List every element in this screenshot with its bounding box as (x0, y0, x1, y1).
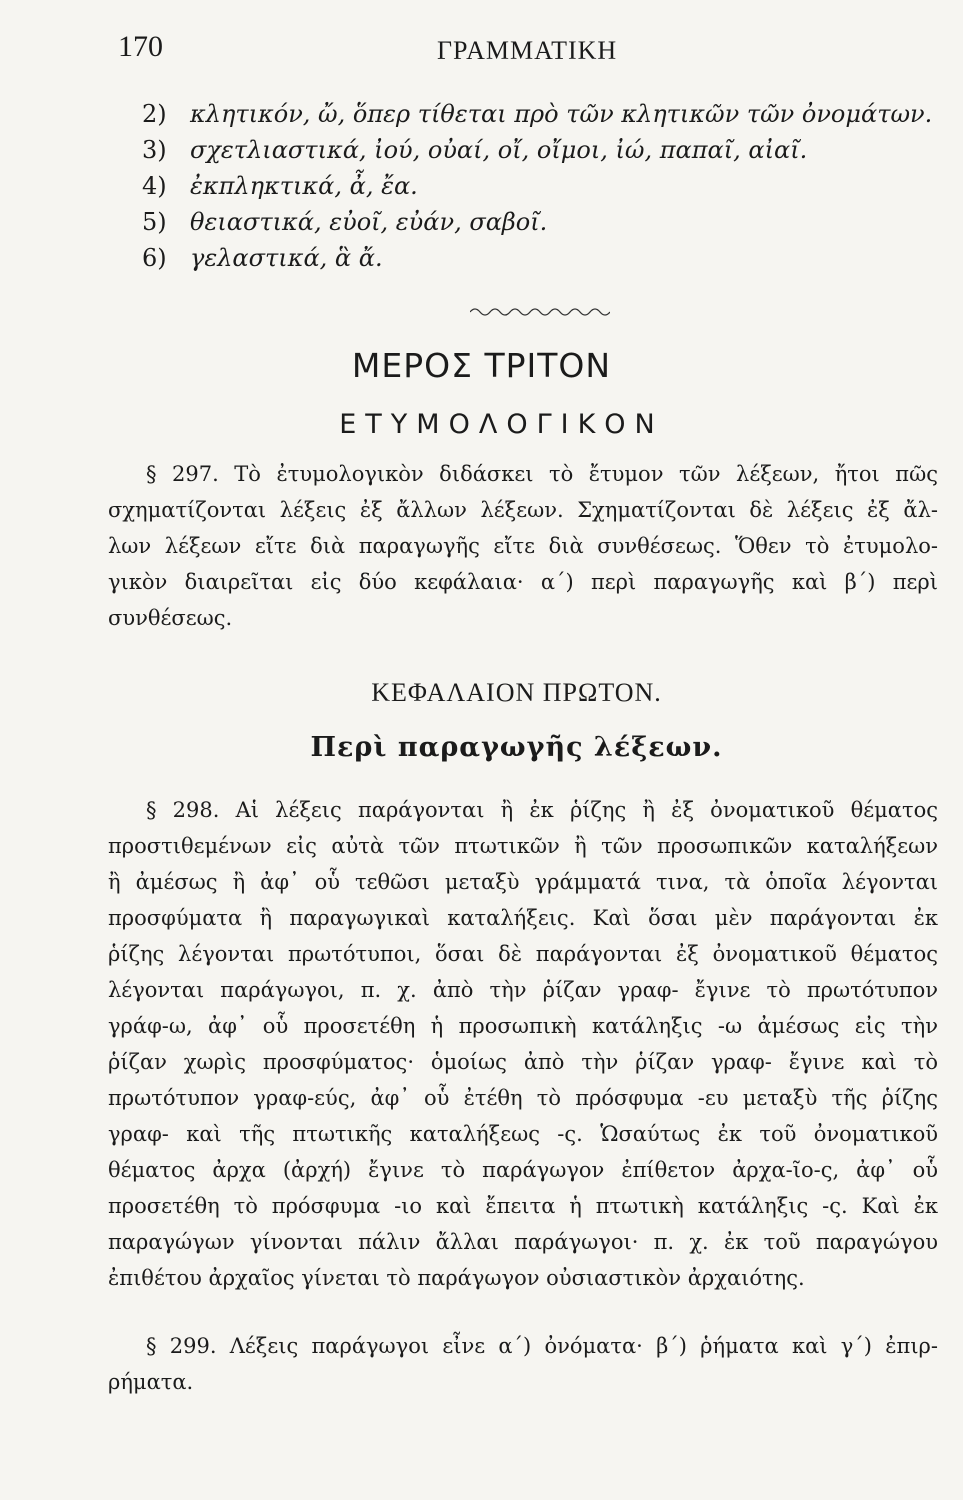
text-line: θέματος ἀρχα (ἀρχή) ἔγινε τὸ παράγωγον ἐπίθετον ἀρχα-ῖο-ς, ἀφ᾽ οὗ (108, 1158, 938, 1182)
page-number: 170 (118, 30, 163, 63)
list-item-text: γελαστικά, ἃ ἄ. (190, 244, 383, 272)
text-line: προσφύματα ἢ παραγωγικαὶ καταλήξεις. Καὶ ὅσαι μὲν παράγονται ἐκ (108, 906, 938, 930)
text-line: σχηματίζονται λέξεις ἐξ ἄλλων λέξεων. Σχηματίζονται δὲ λέξεις ἐξ ἄλ- (108, 498, 938, 522)
wavy-divider (470, 306, 610, 318)
list-item-number: 5) (142, 208, 167, 236)
text-line: ρήματα. (108, 1370, 194, 1394)
text-line: λέγονται παράγωγοι, π. χ. ἀπὸ τὴν ῥίζαν γραφ- ἔγινε τὸ πρωτότυπον (108, 978, 938, 1002)
text-line: γράφ-ω, ἀφ᾽ οὗ προσετέθη ἡ προσωπικὴ κατάληξις -ω ἀμέσως εἰς τὴν (108, 1014, 938, 1038)
list-item (142, 240, 932, 276)
list-item-number: 6) (142, 244, 167, 272)
chapter-title: ΚΕΦΑΛΑΙΟΝ ΠΡΩΤΟΝ. (371, 678, 662, 707)
text-line: § 298. Αἱ λέξεις παράγονται ἢ ἐκ ῥίζης ἢ ἐξ ὀνοματικοῦ θέματος (146, 798, 938, 822)
list-item (142, 96, 932, 132)
list-item-text: σχετλιαστικά, ἰού, οὐαί, οἴ, οἴμοι, ἰώ, παπαῖ, αἰαῖ. (190, 136, 808, 164)
text-line: παραγώγων γίνονται πάλιν ἄλλαι παράγωγοι· π. χ. ἐκ τοῦ παραγώγου (108, 1230, 938, 1254)
text-line: συνθέσεως. (108, 606, 233, 630)
text-line: ῥίζης λέγονται πρωτότυποι, ὅσαι δὲ παράγονται ἐξ ὀνοματικοῦ θέματος (108, 942, 938, 966)
list-item (142, 168, 932, 204)
paragraph-299 (108, 1328, 938, 1400)
paragraph-298 (108, 792, 938, 1296)
text-line: γικὸν διαιρεῖται εἰς δύο κεφάλαια· α΄) περὶ παραγωγῆς καὶ β΄) περὶ (108, 570, 938, 594)
text-line: § 297. Τὸ ἐτυμολογικὸν διδάσκει τὸ ἔτυμον τῶν λέξεων, ἤτοι πῶς (146, 462, 938, 486)
list-item (142, 132, 932, 168)
list-item-text: ἐκπληκτικά, ἆ, ἔα. (190, 172, 418, 200)
running-head (0, 30, 963, 70)
text-line: ἢ ἀμέσως ἢ ἀφ᾽ οὗ τεθῶσι μεταξὺ γράμματά τινα, τὰ ὁποῖα λέγονται (108, 870, 938, 894)
text-line: ῥίζαν χωρὶς προσφύματος· ὁμοίως ἀπὸ τὴν ῥίζαν γραφ- ἔγινε καὶ τὸ (108, 1050, 938, 1074)
list-item-text: κλητικόν, ὤ, ὅπερ τίθεται πρὸ τῶν κλητικῶν τῶν ὀνομάτων. (190, 100, 933, 128)
text-line: λων λέξεων εἴτε διὰ παραγωγῆς εἴτε διὰ συνθέσεως. Ὅθεν τὸ ἐτυμολο- (108, 534, 938, 558)
list-item-number: 2) (142, 100, 167, 128)
text-line: γραφ- καὶ τῆς πτωτικῆς καταλήξεως -ς. Ὡσαύτως ἐκ τοῦ ὀνοματικοῦ (108, 1122, 938, 1146)
list-item-text: θειαστικά, εὐοῖ, εὐάν, σαβοῖ. (190, 208, 548, 236)
text-line: πρωτότυπον γραφ-εύς, ἀφ᾽ οὗ ἐτέθη τὸ πρόσφυμα -ευ μεταξὺ τῆς ῥίζης (108, 1086, 938, 1110)
text-line: ἐπιθέτου ἀρχαῖος γίνεται τὸ παράγωγον οὐσιαστικὸν ἀρχαιότης. (108, 1266, 805, 1290)
text-line: προστιθεμένων εἰς αὐτὰ τῶν πτωτικῶν ἢ τῶν προσωπικῶν καταλήξεων (108, 834, 938, 858)
text-line: προσετέθη τὸ πρόσφυμα -ιο καὶ ἔπειτα ἡ πτωτικὴ κατάληξις -ς. Καὶ ἐκ (108, 1194, 938, 1218)
running-title: ΓΡΑΜΜΑΤΙΚΗ (437, 36, 618, 65)
list-item-number: 4) (142, 172, 167, 200)
list-item (142, 204, 932, 240)
chapter-subtitle: Περὶ παραγωγῆς λέξεων. (310, 732, 723, 763)
part-title: ΜΕΡΟΣ ΤΡΙΤΟΝ (351, 346, 612, 385)
interjection-list (142, 96, 932, 276)
list-item-number: 3) (142, 136, 167, 164)
text-line: § 299. Λέξεις παράγωγοι εἶνε α΄) ὀνόματα· β΄) ῥήματα καὶ γ΄) ἐπιρ- (146, 1334, 938, 1358)
paragraph-297 (108, 456, 938, 636)
part-subtitle: ΕΤΥΜΟΛΟΓΙΚΟΝ (339, 409, 664, 440)
